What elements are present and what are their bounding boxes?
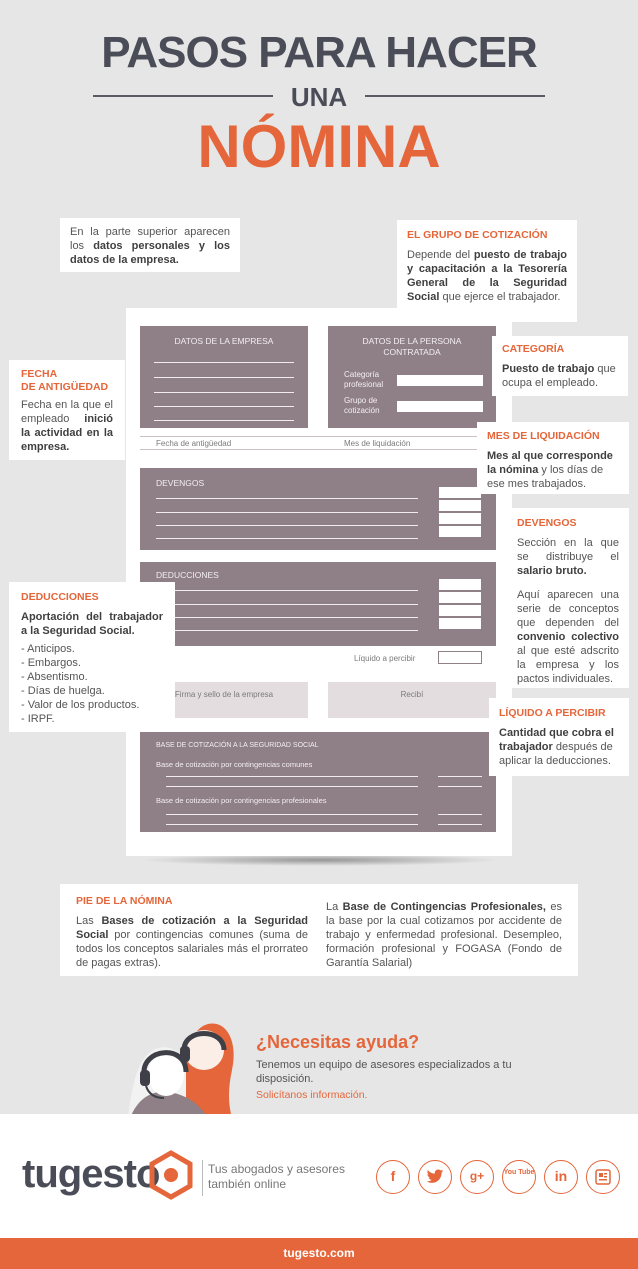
facebook-icon[interactable]: f [376,1160,410,1194]
page-title-una: UNA [290,82,348,112]
brand-logo: tugesto [22,1152,160,1196]
empresa-box [140,326,308,428]
base-title: BASE DE COTIZACIÓN A LA SEGURIDAD SOCIAL [156,742,319,749]
title-divider-right [365,95,545,97]
page-title-nomina: NÓMINA [197,113,441,180]
blog-icon[interactable] [586,1160,620,1194]
pie-nomina-box [60,884,578,976]
mes-heading: MES DE LIQUIDACIÓN [487,430,600,442]
help-text: Tenemos un equipo de asesores especializados a tu disposición. [256,1059,512,1085]
liquido-label: Líquido a percibir [354,654,416,663]
empresa-label: DATOS DE LA EMPRESA [174,336,274,346]
liquido-heading: LÍQUIDO A PERCIBIR [499,707,606,719]
categoria-field [396,374,484,387]
categoria-heading: CATEGORÍA [502,343,565,355]
firma-label: Firma y sello de la empresa [174,690,274,699]
tagline-divider [202,1160,203,1196]
google-plus-icon[interactable]: g+ [460,1160,494,1194]
linkedin-icon[interactable]: in [544,1160,578,1194]
grupo-heading: EL GRUPO DE COTIZACIÓN [407,229,548,241]
pie-left: PIE DE LA NÓMINA Las Bases de cotización a la Seguridad Social por contingencias comunes (suma de todos los conceptos salariales más el prorrateo de pagas extras). [76,895,308,969]
grupo-field [396,400,484,413]
base-comunes-label: Base de cotización por contingencias comunes [156,760,313,769]
deducciones-heading: DEDUCCIONES [21,591,99,603]
recibi-box [328,682,496,718]
fecha-row [140,436,496,450]
callout-grupo: EL GRUPO DE COTIZACIÓN Depende del puesto de trabajo y capacitación a la Tesorería General de la Seguridad Social que ejerce el trabajador. [397,220,577,322]
youtube-icon[interactable]: You Tube [502,1160,536,1194]
recibi-label: Recibí [400,690,424,699]
callout-liquido: LÍQUIDO A PERCIBIR Cantidad que cobra el trabajador después de aplicar la deducciones. [489,698,629,776]
persona-label: DATOS DE LA PERSONA CONTRATADA [362,336,462,357]
deducciones-label: DEDUCCIONES [156,570,219,580]
brand-tagline: Tus abogados y asesores también online [208,1162,345,1191]
devengos-box [140,468,496,550]
page-title: PASOS PARA HACER [101,28,537,77]
liquido-field [438,651,482,664]
callout-categoria: CATEGORÍA Puesto de trabajo que ocupa el empleado. [492,336,628,396]
callout-devengos: DEVENGOS Sección en la que se distribuye el salario bruto. Aquí aparecen una serie de conceptos que dependen del convenio colectivo al que esté adscrito la empresa y los pactos individuales. [507,508,629,688]
help-title: ¿Necesitas ayuda? [256,1032,420,1052]
grupo-label: Grupo de cotización [344,396,380,415]
persona-box [328,326,496,428]
callout-deducciones: DEDUCCIONES Aportación del trabajador a la Seguridad Social. - Anticipos. - Embargos. - Absentismo. - Días de huelga. - Valor de los productos. - IRPF. [9,582,175,732]
callout-fecha: FECHA DE ANTIGÜEDAD Fecha en la que el empleado inició la actividad en la empresa. [9,360,125,460]
twitter-icon[interactable] [418,1160,452,1194]
devengos-label: DEVENGOS [156,478,205,488]
pie-right: La Base de Contingencias Profesionales, es la base por la cual cotizamos por accidente de trabajo y enfermedad profesional. Desempleo, formación profesional y FOGASA (Fondo de Garantía Salarial) [326,901,562,969]
pie-heading: PIE DE LA NÓMINA [76,895,173,907]
logo-hexagon-icon [148,1150,194,1200]
callout-mes: MES DE LIQUIDACIÓN Mes al que corresponde la nómina y los días de ese mes trabajados. [477,422,629,494]
devengos-heading: DEVENGOS [517,517,577,529]
help-link[interactable]: Solicítanos información. [256,1089,368,1101]
base-prof-label: Base de cotización por contingencias profesionales [156,796,327,805]
deducciones-box [140,562,496,682]
fecha-label: Fecha de antigüedad [156,439,232,448]
categoria-label: Categoría profesional [344,370,384,389]
callout-intro: En la parte superior aparecen los datos personales y los datos de la empresa. [60,218,240,272]
footer-url[interactable]: tugesto.com [0,1238,638,1269]
payslip-document [126,308,512,856]
mes-label: Mes de liquidación [344,439,411,448]
deducciones-list: - Anticipos. - Embargos. - Absentismo. - Días de huelga. - Valor de los productos. - IRPF. [21,643,140,725]
support-agents-illustration [128,1014,238,1118]
base-cotizacion-box [140,732,496,832]
